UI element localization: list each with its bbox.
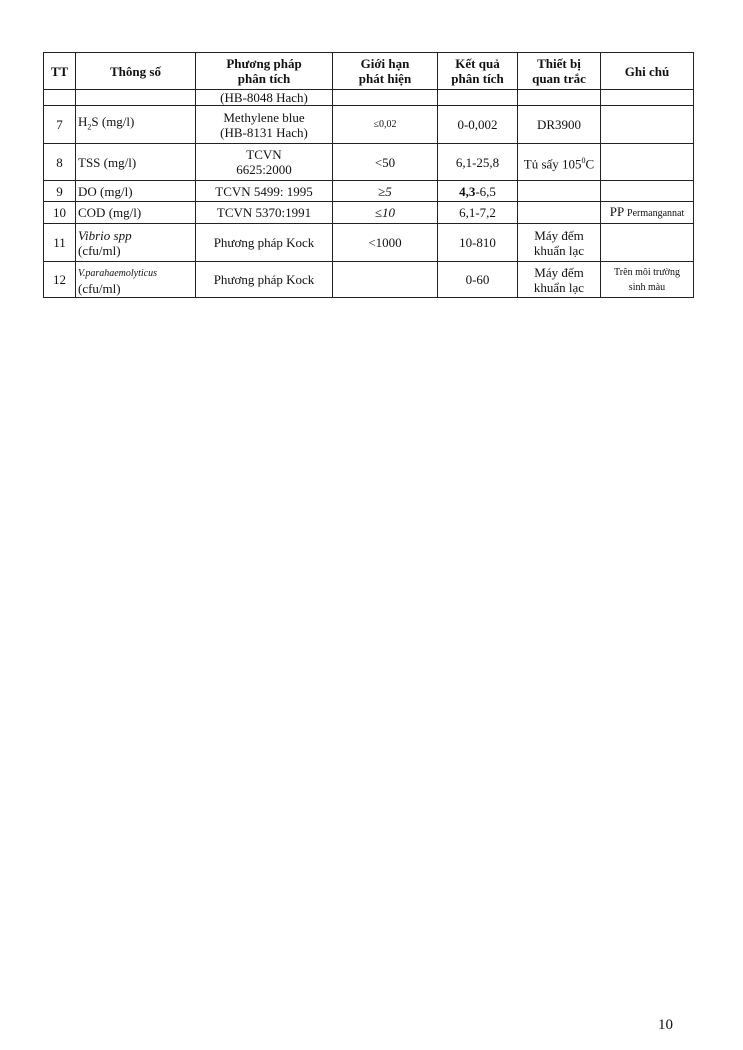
result-cell: 6,1-7,2 — [438, 202, 518, 224]
note-cell — [601, 181, 694, 202]
device-cell: Tủ sấy $105^0C$ — [518, 144, 601, 181]
tt-cell: 8 — [44, 144, 76, 181]
note-cell — [601, 224, 694, 262]
param-cell: $H_2S$ (mg/l) — [76, 106, 196, 144]
table-row — [44, 181, 694, 202]
tt-cell: 12 — [44, 262, 76, 298]
table-row-continued — [44, 90, 694, 106]
result-cell: 4,3-6,5 — [438, 181, 518, 202]
limit-cell — [333, 262, 438, 298]
page-number: 10 — [658, 1017, 673, 1033]
param-cell: TSS (mg/l) — [76, 144, 196, 181]
param-cell: DO (mg/l) — [76, 181, 196, 202]
water-quality-table — [43, 52, 694, 298]
result-cell: 0-60 — [438, 262, 518, 298]
result-cell: 10-810 — [438, 224, 518, 262]
method-cell: (HB-8048 Hach) — [196, 90, 333, 106]
device-cell: DR3900 — [518, 106, 601, 144]
result-cell: 6,1-25,8 — [438, 144, 518, 181]
method-cell: Phương pháp Kock — [196, 262, 333, 298]
device-cell: Máy đếm khuẩn lạc — [518, 262, 601, 298]
tt-cell: 11 — [44, 224, 76, 262]
method-cell: TCVN 5370:1991 — [196, 202, 333, 224]
method-cell: Phương pháp Kock — [196, 224, 333, 262]
header-param: Thông số — [76, 53, 196, 90]
param-cell: V.parahaemolyticus (cfu/ml) — [76, 262, 196, 298]
table-row — [44, 106, 694, 144]
note-cell: Trên môi trường sinh màu — [601, 262, 694, 298]
note-cell — [601, 106, 694, 144]
limit-cell: ≥5 — [333, 181, 438, 202]
table-row — [44, 224, 694, 262]
method-cell: Methylene blue (HB-8131 Hach) — [196, 106, 333, 144]
method-cell: TCVN 6625:2000 — [196, 144, 333, 181]
device-cell — [518, 181, 601, 202]
tt-cell: 7 — [44, 106, 76, 144]
device-cell — [518, 202, 601, 224]
header-result: Kết quả phân tích — [438, 53, 518, 90]
tt-cell: 10 — [44, 202, 76, 224]
header-note: Ghi chú — [601, 53, 694, 90]
tt-cell: 9 — [44, 181, 76, 202]
table-header-row — [44, 53, 694, 90]
note-cell — [601, 144, 694, 181]
table-row — [44, 262, 694, 298]
device-cell: Máy đếm khuẩn lạc — [518, 224, 601, 262]
limit-cell: <50 — [333, 144, 438, 181]
header-tt: TT — [44, 53, 76, 90]
limit-cell: <1000 — [333, 224, 438, 262]
param-cell: Vibrio spp (cfu/ml) — [76, 224, 196, 262]
limit-cell: ≤10 — [333, 202, 438, 224]
note-cell: PP Permangannat — [601, 202, 694, 224]
table-row — [44, 144, 694, 181]
header-limit: Giới hạn phát hiện — [333, 53, 438, 90]
limit-cell: ≤0,02 — [333, 106, 438, 144]
method-cell: TCVN 5499: 1995 — [196, 181, 333, 202]
header-method: Phương pháp phân tích — [196, 53, 333, 90]
result-cell: 0-0,002 — [438, 106, 518, 144]
table-row — [44, 202, 694, 224]
param-cell: COD (mg/l) — [76, 202, 196, 224]
header-device: Thiết bị quan trắc — [518, 53, 601, 90]
